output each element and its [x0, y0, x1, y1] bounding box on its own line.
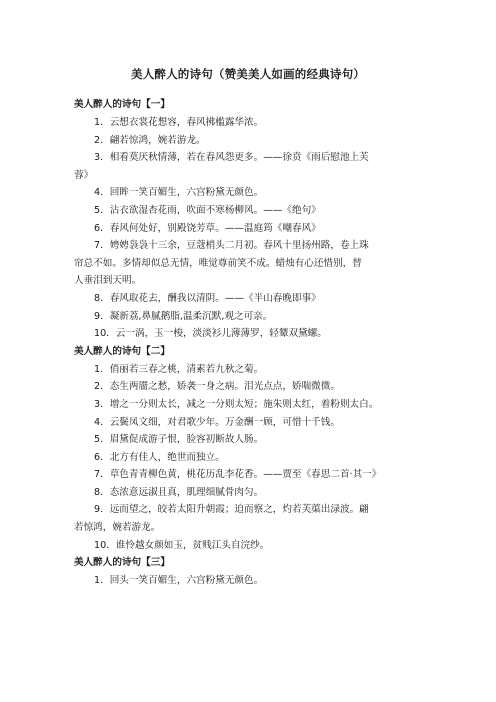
poem-line: 6．春风何处好，别殿饶芳草。——温庭筠《嘲春风》 [94, 222, 321, 234]
section-heading: 美人醉人的诗句【二】 [74, 345, 170, 357]
poem-line: 人垂泪到天明。 [74, 275, 142, 287]
poem-line: 4．回眸一笑百媚生，六宫粉黛无颜色。 [94, 187, 264, 199]
poem-line: 1．云想衣裳花想容，春风拂槛露华浓。 [94, 117, 264, 128]
poem-line: 若惊鸿，婉若游龙。 [74, 522, 161, 534]
poem-line: 3．相看莫厌秋情薄，若在春风怨更多。——徐贲《雨后慰池上芙 [94, 152, 369, 164]
poem-line: 5．眉黛促成游子恨，脸容初断故人肠。 [94, 434, 264, 446]
poem-line: 蓉》 [74, 169, 94, 181]
document-body [74, 96, 430, 590]
poem-line: 4．云鬓凤文细，对君歌少年。万金酬一顾，可惜十千钱。 [94, 416, 340, 428]
document-title: 美人醉人的诗句（赞美美人如画的经典诗句） [131, 67, 365, 81]
poem-line: 8．春风取花去，酬我以清阴。——《半山春晚即事》 [94, 292, 321, 304]
poem-line: 帘总不如。多情却似总无情，唯觉尊前笑不成。蜡烛有心还惜别，替 [74, 257, 362, 269]
poem-line: 10．云一涡，玉一梭，淡淡衫儿薄薄罗，轻颦双黛螺。 [94, 328, 327, 340]
poem-line: 10．谁怜越女颜如玉，贫贱江头自浣纱。 [94, 539, 270, 551]
poem-line: 5．沾衣欲湿杏花雨，吹面不寒杨柳风。——《绝句》 [94, 204, 321, 216]
poem-line: 7．娉娉袅袅十三余，豆蔻梢头二月初。春风十里扬州路，卷上珠 [94, 240, 369, 252]
poem-line: 8．态浓意远淑且真，肌理细腻骨肉匀。 [94, 486, 264, 498]
section-heading: 美人醉人的诗句【一】 [74, 99, 170, 110]
section-heading: 美人醉人的诗句【三】 [74, 557, 170, 569]
poem-line: 2．翩若惊鸿，婉若游龙。 [94, 134, 206, 146]
poem-line: 6．北方有佳人，绝世而独立。 [94, 451, 225, 463]
poem-line: 2．态生两靥之愁，娇袭一身之病。泪光点点，娇喘微微。 [94, 381, 340, 393]
poem-line: 3．增之一分则太长，减之一分则太短；施朱则太红，着粉则太白。 [94, 398, 379, 410]
poem-line: 7．草色青青柳色黄，桃花历乱李花香。——贾至《春思二首·其一》 [94, 469, 382, 481]
poem-line: 9．凝新荔,鼻腻鹅脂,温柔沉默,观之可亲。 [94, 310, 273, 322]
poem-line: 1．回头一笑百媚生，六宫粉黛无颜色。 [94, 575, 264, 587]
poem-line: 9．远而望之，皎若太阳升朝霞；迫而察之，灼若芙蕖出渌波。翩 [94, 504, 369, 516]
poem-line: 1．俏丽若三春之桃，清素若九秋之菊。 [94, 363, 264, 375]
